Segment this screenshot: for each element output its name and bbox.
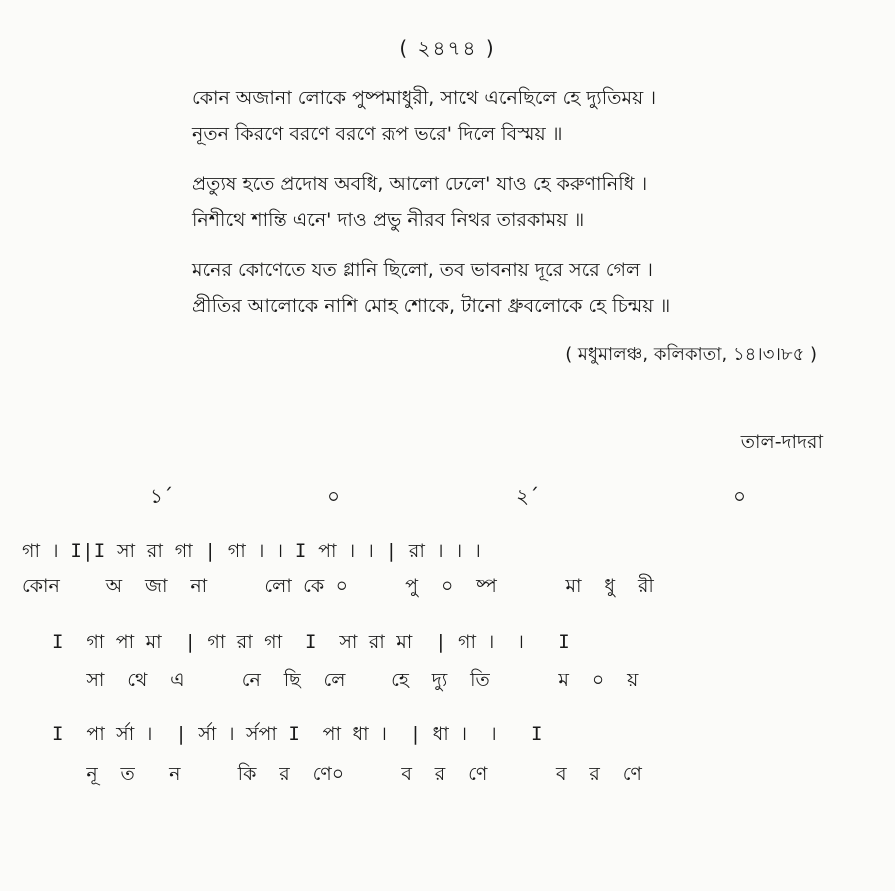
- beat-marks-row: [0, 482, 895, 512]
- lyrics-stanza-2: [192, 166, 832, 238]
- notation-swara-row-2: I গা পা মা | গা রা গা I সা রা মা | গা । । I: [52, 631, 570, 653]
- notation-swara-row-1: গা । I|I সা রা গা | গা । । I পা । । | রা । । ।: [22, 540, 481, 562]
- lyric-line: প্রত্যুষ হতে প্রদোষ অবধি, আলো ঢেলে' যাও হে করুণানিধি ।: [192, 173, 648, 195]
- beat-mark: ০: [733, 484, 747, 508]
- lyric-line: কোন অজানা লোকে পুষ্পমাধুরী, সাথে এনেছিলে হে দ্যুতিময় ।: [192, 87, 657, 109]
- tala-label: তাল-দাদরা: [740, 431, 823, 453]
- notation-swara-row-3: I পা র্সা । | র্সা । র্সপা I পা ধা । | ধা । । I: [52, 723, 543, 745]
- beat-mark: ২´: [516, 484, 540, 508]
- lyric-line: প্রীতির আলোকে নাশি মোহ শোকে, টানো ধ্রুবলোকে হে চিন্ময় ॥: [192, 295, 671, 317]
- notation-lyric-row-1: কোন অ জা না লো কে ০ পু ০ ষ্প মা ধু রী: [22, 575, 654, 597]
- beat-mark: ০: [327, 484, 341, 508]
- lyrics-stanza-3: [192, 252, 832, 324]
- song-number: ( ২৪৭৪ ): [399, 36, 496, 60]
- lyric-line: মনের কোণেতে যত গ্লানি ছিলো, তব ভাবনায় দূরে সরে গেল ।: [192, 259, 653, 281]
- notation-lyric-row-2: সা থে এ নে ছি লে হে দ্যু তি ম ০ য়: [52, 669, 639, 691]
- beat-mark: ১´: [150, 484, 173, 508]
- lyrics-stanza-1: [192, 80, 832, 152]
- source-citation: ( মধুমালঞ্চ, কলিকাতা, ১৪।৩।৮৫ ): [565, 344, 817, 365]
- notation-lyric-row-3: নূ ত ন কি র ণে০ ব র ণে ব র ণে: [52, 763, 642, 785]
- lyric-line: নূতন কিরণে বরণে বরণে রূপ ভরে' দিলে বিস্ময় ॥: [192, 123, 563, 145]
- lyric-line: নিশীথে শান্তি এনে' দাও প্রভু নীরব নিথর তারকাময় ॥: [192, 209, 585, 231]
